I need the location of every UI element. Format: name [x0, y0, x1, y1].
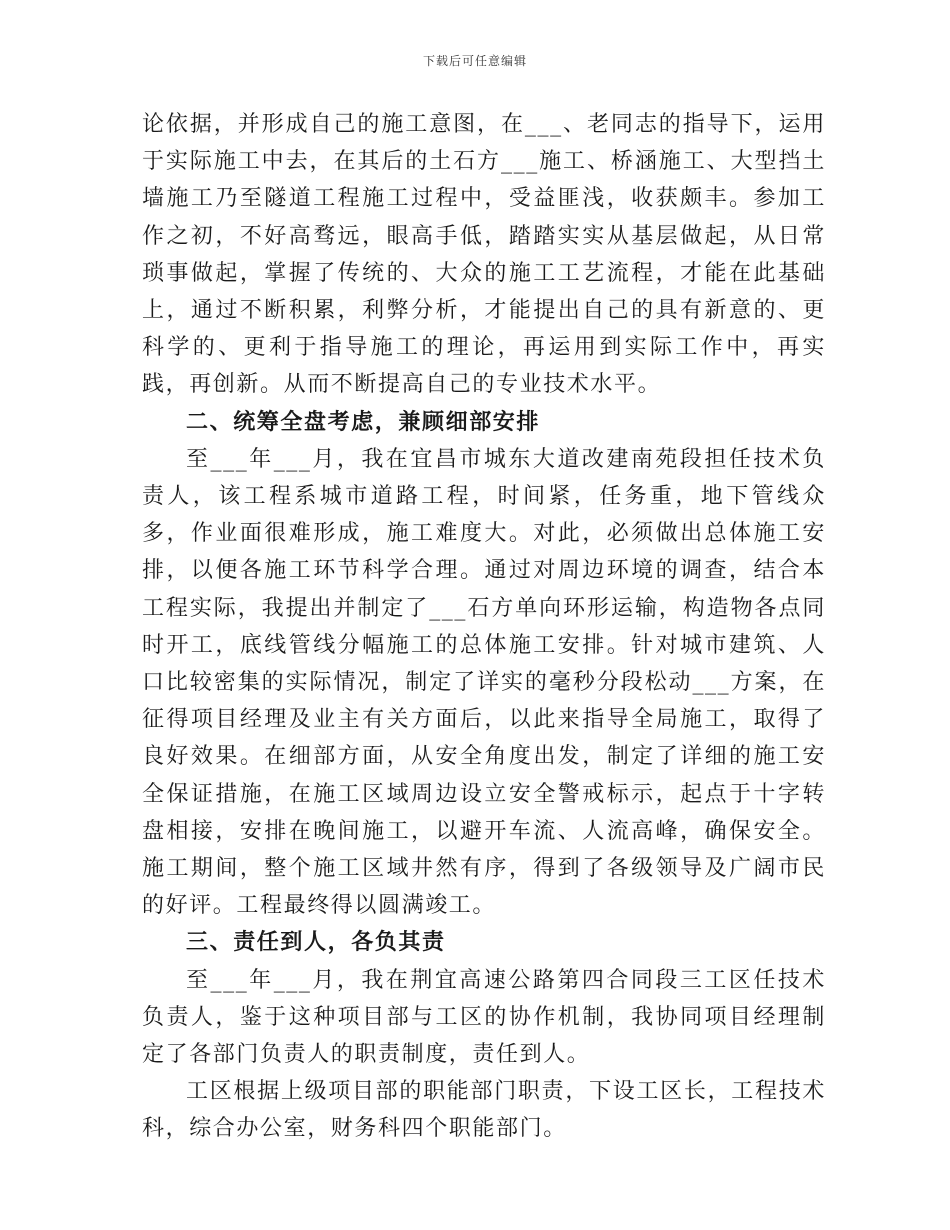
body-paragraph: 至___年___月，我在宜昌市城东大道改建南苑段担任技术负责人，该工程系城市道路工程，时间紧，任务重，地下管线众多，作业面很难形成，施工难度大。对此，必须做出总体施工安排，以便各施工环节科学合理。通过对周边环境的调查，结合本工程实际，我提出并制定了___石方单向环形运输，构造物各点同时开工，底线管线分幅施工的总体施工安排。针对城市建筑、人口比较密集的实际情况，制定了详实的毫秒分段松动___方案，在征得项目经理及业主有关方面后，以此来指导全局施工，取得了良好效果。在细部方面，从安全角度出发，制定了详细的施工安全保证措施，在施工区域周边设立安全警戒标示，起点于十字转盘相接，安排在晚间施工，以避开车流、人流高峰，确保安全。施工期间，整个施工区域井然有序，得到了各级领导及广阔市民的好评。工程最终得以圆满竣工。 — [142, 446, 826, 919]
document-body — [142, 106, 826, 1148]
section-heading: 二、统筹全盘考虑，兼顾细部安排 — [186, 408, 541, 435]
body-paragraph: 工区根据上级项目部的职能部门职责，下设工区长，工程技术科，综合办公室，财务科四个职能部门。 — [142, 1079, 826, 1142]
body-paragraph: 至___年___月，我在荆宜高速公路第四合同段三工区任技术负责人，鉴于这种项目部与工区的协作机制，我协同项目经理制定了各部门负责人的职责制度，责任到人。 — [142, 967, 826, 1068]
section-heading: 三、责任到人，各负其责 — [186, 929, 446, 956]
body-paragraph: 论依据，并形成自己的施工意图，在___、老同志的指导下，运用于实际施工中去，在其后的土石方___施工、桥涵施工、大型挡土墙施工乃至隧道工程施工过程中，受益匪浅，收获颇丰。参加工作之初，不好高骛远，眼高手低，踏踏实实从基层做起，从日常琐事做起，掌握了传统的、大众的施工工艺流程，才能在此基础上，通过不断积累，利弊分析，才能提出自己的具有新意的、更科学的、更利于指导施工的理论，再运用到实际工作中，再实践，再创新。从而不断提高自己的专业技术水平。 — [142, 112, 826, 398]
header-note: 下载后可任意编辑 — [422, 54, 527, 68]
